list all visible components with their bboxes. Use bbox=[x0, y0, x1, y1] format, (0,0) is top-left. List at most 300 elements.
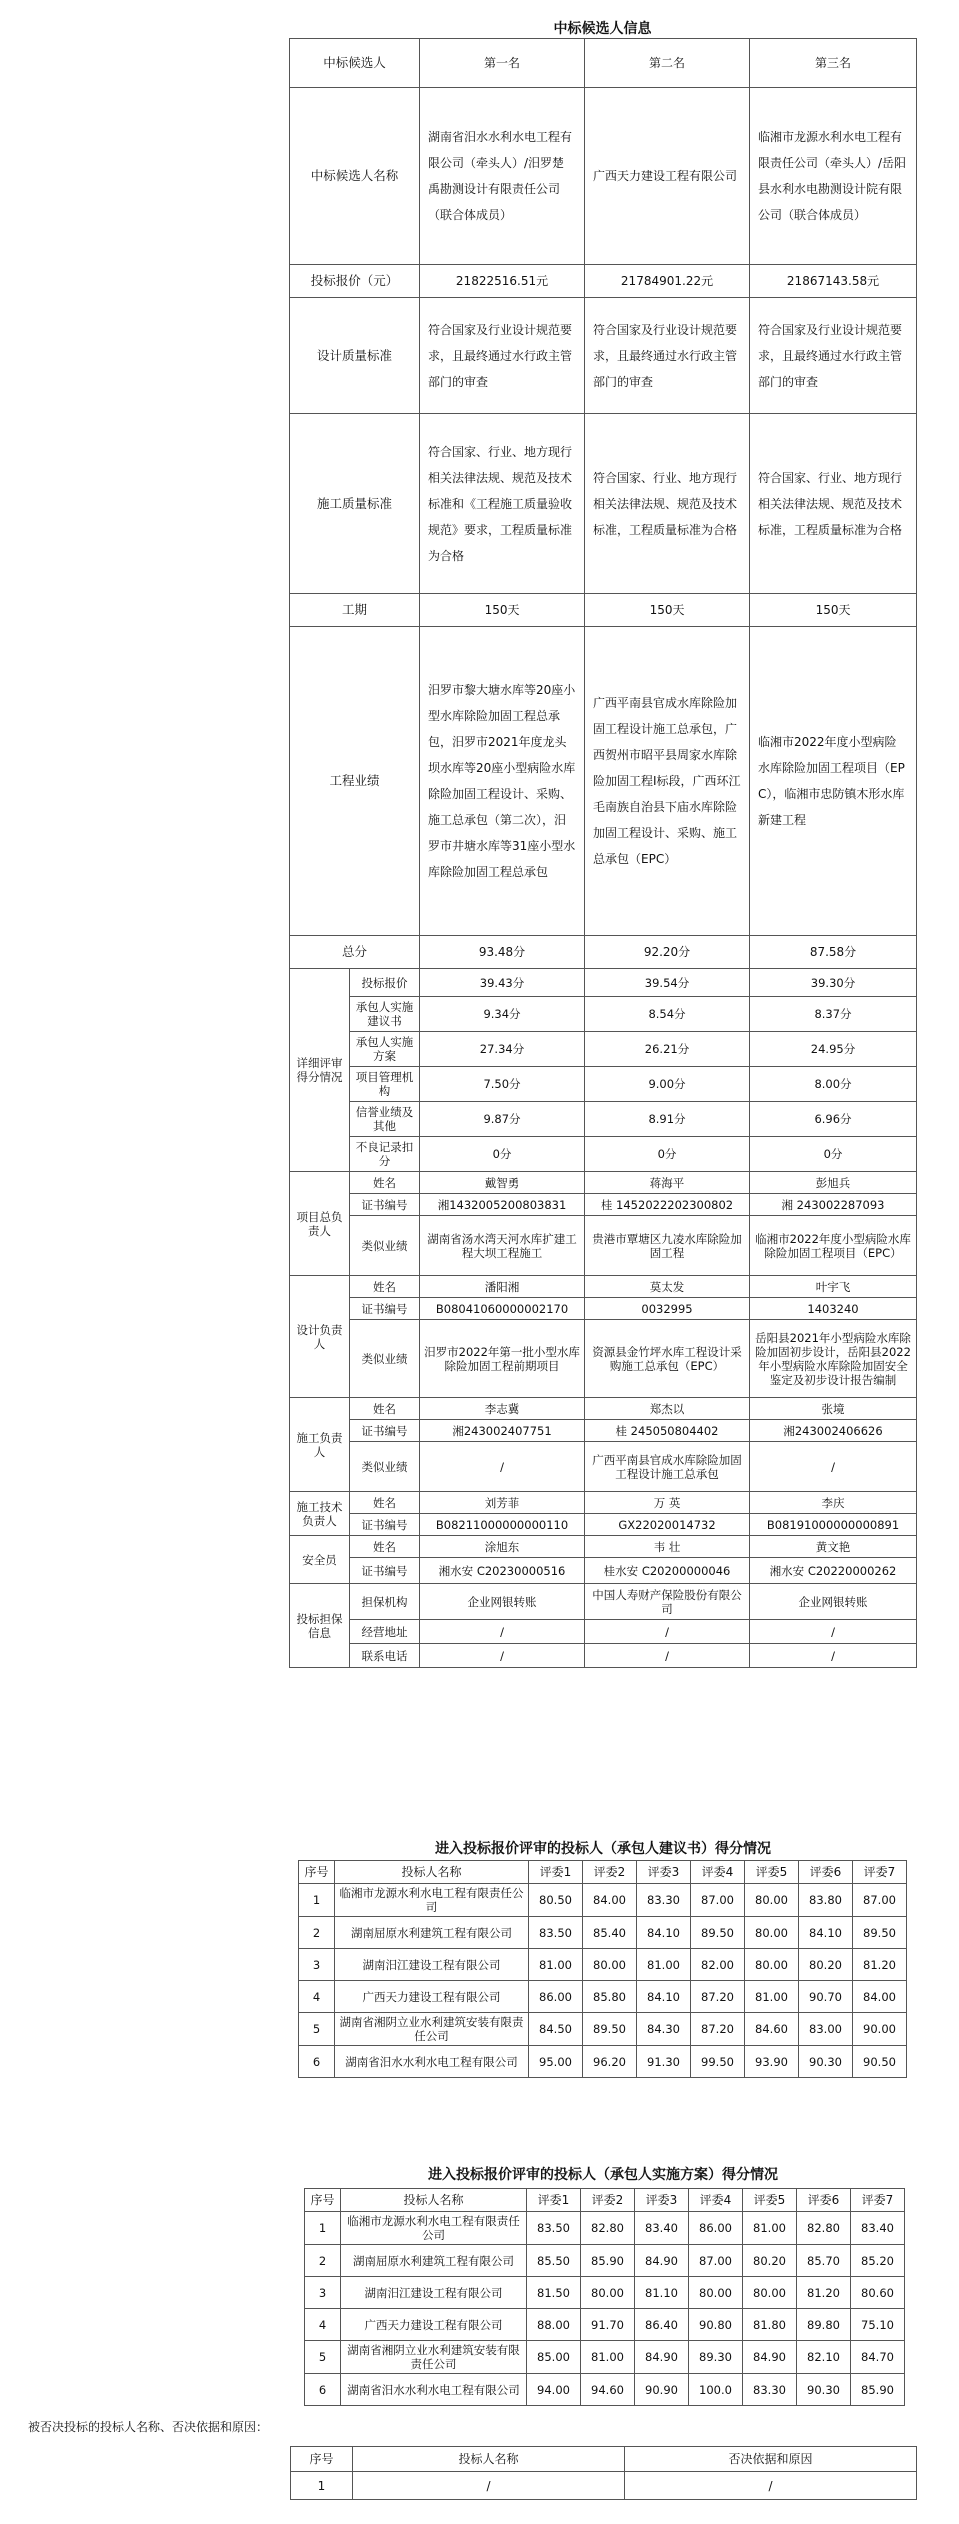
table-cell: 80.00 bbox=[743, 2277, 797, 2309]
field-value: 湘水安 C20230000516 bbox=[420, 1558, 585, 1584]
guarantee-address-row bbox=[290, 1620, 917, 1644]
table-cell: 96.20 bbox=[583, 2046, 637, 2078]
table-cell: 82.00 bbox=[691, 1949, 745, 1981]
field-value: 张境 bbox=[750, 1398, 917, 1420]
table-cell: 84.60 bbox=[745, 2013, 799, 2046]
detail-group-label: 详细评审得分情况 bbox=[290, 969, 350, 1172]
table-cell: 89.50 bbox=[853, 1917, 907, 1949]
field-value: / bbox=[585, 1644, 750, 1668]
detail-label: 信誉业绩及其他 bbox=[350, 1102, 420, 1137]
score1-title: 进入投标报价评审的投标人（承包人建议书）得分情况 bbox=[435, 1841, 771, 1857]
column-header: 评委2 bbox=[583, 1861, 637, 1884]
table-cell: 84.30 bbox=[637, 2013, 691, 2046]
tech-group-label: 施工技术负责人 bbox=[290, 1492, 350, 1536]
row-label: 总分 bbox=[290, 936, 420, 969]
table-row bbox=[305, 2341, 905, 2374]
detail-row bbox=[290, 1102, 917, 1137]
table-cell: 85.00 bbox=[527, 2341, 581, 2374]
table-cell: 85.40 bbox=[583, 1917, 637, 1949]
guarantee-org-row bbox=[290, 1584, 917, 1620]
column-header: 序号 bbox=[305, 2189, 341, 2212]
field-label: 姓名 bbox=[350, 1536, 420, 1558]
field-value: 桂 1452022202300802 bbox=[585, 1194, 750, 1216]
table-cell: 89.80 bbox=[797, 2309, 851, 2341]
field-value: 李志冀 bbox=[420, 1398, 585, 1420]
table-cell: 91.70 bbox=[581, 2309, 635, 2341]
main-title: 中标候选人信息 bbox=[553, 21, 652, 37]
detail-label: 承包人实施建议书 bbox=[350, 997, 420, 1032]
table-cell: 81.20 bbox=[797, 2277, 851, 2309]
field-label: 类似业绩 bbox=[350, 1216, 420, 1276]
table-cell: 84.10 bbox=[637, 1917, 691, 1949]
bidder-name-cell: 广西天力建设工程有限公司 bbox=[341, 2309, 527, 2341]
field-label: 联系电话 bbox=[350, 1644, 420, 1668]
table-cell: 81.50 bbox=[527, 2277, 581, 2309]
pm-perf-row bbox=[290, 1216, 917, 1276]
detail-value: 9.00分 bbox=[585, 1067, 750, 1102]
column-header: 评委6 bbox=[797, 2189, 851, 2212]
table-cell: 83.80 bbox=[799, 1884, 853, 1917]
table-cell: 5 bbox=[299, 2013, 335, 2046]
detail-value: 39.30分 bbox=[750, 969, 917, 997]
safety-group-label: 安全员 bbox=[290, 1536, 350, 1584]
construction-quality-row bbox=[290, 414, 917, 594]
field-value: 1403240 bbox=[750, 1298, 917, 1320]
table-cell: 90.80 bbox=[689, 2309, 743, 2341]
detail-value: 8.37分 bbox=[750, 997, 917, 1032]
construct-2: 符合国家、行业、地方现行相关法律法规、规范及技术标准，工程质量标准为合格 bbox=[585, 414, 750, 594]
detail-value: 7.50分 bbox=[420, 1067, 585, 1102]
field-value: 桂 245050804402 bbox=[585, 1420, 750, 1442]
table-cell: 89.30 bbox=[689, 2341, 743, 2374]
table-cell: 80.00 bbox=[583, 1949, 637, 1981]
table-cell: 86.00 bbox=[689, 2212, 743, 2245]
field-value: 郑杰以 bbox=[585, 1398, 750, 1420]
builder-name-row bbox=[290, 1398, 917, 1420]
table-row bbox=[305, 2309, 905, 2341]
table-cell: 94.60 bbox=[581, 2374, 635, 2406]
table-cell: / bbox=[625, 2472, 917, 2500]
table-cell: 85.90 bbox=[581, 2245, 635, 2277]
bidder-name-cell: 湖南汨江建设工程有限公司 bbox=[335, 1949, 529, 1981]
rank-2-header: 第二名 bbox=[585, 39, 750, 88]
field-value: 彭旭兵 bbox=[750, 1172, 917, 1194]
table-cell: 85.80 bbox=[583, 1981, 637, 2013]
tech-name-row bbox=[290, 1492, 917, 1514]
price-1: 21822516.51元 bbox=[420, 265, 585, 298]
perf-3: 临湘市2022年度小型病险水库除险加固工程项目（EPC），临湘市忠防镇木形水库新建工程 bbox=[750, 627, 917, 936]
field-value: 临湘市2022年度小型病险水库除险加固工程项目（EPC） bbox=[750, 1216, 917, 1276]
column-header: 序号 bbox=[291, 2447, 353, 2472]
field-value: 企业网银转账 bbox=[420, 1584, 585, 1620]
table-cell: 90.90 bbox=[635, 2374, 689, 2406]
guarantee-group-label: 投标担保信息 bbox=[290, 1584, 350, 1668]
bidder-name-cell: 临湘市龙源水利水电工程有限责任公司 bbox=[341, 2212, 527, 2245]
table-cell: 1 bbox=[305, 2212, 341, 2245]
detail-row bbox=[290, 1032, 917, 1067]
table-cell: 85.20 bbox=[851, 2245, 905, 2277]
field-value: 汨罗市2022年第一批小型水库除险加固工程前期项目 bbox=[420, 1320, 585, 1398]
table-cell: 90.70 bbox=[799, 1981, 853, 2013]
period-3: 150天 bbox=[750, 594, 917, 627]
table-cell: 84.90 bbox=[743, 2341, 797, 2374]
bidder-name-cell: 湖南汨江建设工程有限公司 bbox=[341, 2277, 527, 2309]
pm-group-label: 项目总负责人 bbox=[290, 1172, 350, 1276]
table-cell: 90.00 bbox=[853, 2013, 907, 2046]
table-cell: 2 bbox=[299, 1917, 335, 1949]
designer-perf-row bbox=[290, 1320, 917, 1398]
table-cell: 5 bbox=[305, 2341, 341, 2374]
table-row bbox=[299, 1917, 907, 1949]
candidate-3-name: 临湘市龙源水利水电工程有限责任公司（牵头人）/岳阳县水利水电勘测设计院有限公司（联合体成员） bbox=[750, 88, 917, 265]
column-header: 评委2 bbox=[581, 2189, 635, 2212]
row-label: 工期 bbox=[290, 594, 420, 627]
table-cell: 89.50 bbox=[583, 2013, 637, 2046]
table-cell: 84.00 bbox=[853, 1981, 907, 2013]
field-value: 万 英 bbox=[585, 1492, 750, 1514]
bidder-name-cell: 湖南省湘阴立业水利建筑安装有限责任公司 bbox=[335, 2013, 529, 2046]
designer-cert-row bbox=[290, 1298, 917, 1320]
total-1: 93.48分 bbox=[420, 936, 585, 969]
table-cell: 1 bbox=[291, 2472, 353, 2500]
table-cell: 75.10 bbox=[851, 2309, 905, 2341]
table-row bbox=[305, 2245, 905, 2277]
table-cell: 85.50 bbox=[527, 2245, 581, 2277]
candidate-2-name: 广西天力建设工程有限公司 bbox=[585, 88, 750, 265]
table-cell: 83.40 bbox=[635, 2212, 689, 2245]
perf-2: 广西平南县官成水库除险加固工程设计施工总承包，广西贺州市昭平县周家水库除险加固工程Ⅰ标段，广西环江毛南族自治县下庙水库除险加固工程设计、采购、施工总承包（EPC） bbox=[585, 627, 750, 936]
column-header: 投标人名称 bbox=[335, 1861, 529, 1884]
bidder-name-cell: 湖南屈原水利建筑工程有限公司 bbox=[335, 1917, 529, 1949]
rank-1-header: 第一名 bbox=[420, 39, 585, 88]
field-value: 湘水安 C20220000262 bbox=[750, 1558, 917, 1584]
bidder-name-cell: 湖南省汨水水利水电工程有限公司 bbox=[335, 2046, 529, 2078]
column-header: 评委3 bbox=[637, 1861, 691, 1884]
table-cell: 87.20 bbox=[691, 2013, 745, 2046]
table-cell: 80.00 bbox=[745, 1917, 799, 1949]
table-cell: 80.00 bbox=[745, 1949, 799, 1981]
field-label: 经营地址 bbox=[350, 1620, 420, 1644]
field-value: 湖南省汤水湾天河水库扩建工程大坝工程施工 bbox=[420, 1216, 585, 1276]
field-value: 湘1432005200803831 bbox=[420, 1194, 585, 1216]
detail-value: 39.43分 bbox=[420, 969, 585, 997]
column-header: 评委5 bbox=[743, 2189, 797, 2212]
table-cell: 90.30 bbox=[797, 2374, 851, 2406]
field-value: 莫太发 bbox=[585, 1276, 750, 1298]
table-cell: 84.90 bbox=[635, 2341, 689, 2374]
field-label: 类似业绩 bbox=[350, 1320, 420, 1398]
column-header: 评委1 bbox=[529, 1861, 583, 1884]
score1-body bbox=[299, 1884, 907, 2078]
table-cell: 89.50 bbox=[691, 1917, 745, 1949]
table-cell: 85.90 bbox=[851, 2374, 905, 2406]
table-cell: 90.30 bbox=[799, 2046, 853, 2078]
header-row bbox=[290, 39, 917, 88]
table-cell: 80.50 bbox=[529, 1884, 583, 1917]
reject-note: 被否决投标的投标人名称、否决依据和原因： bbox=[28, 2420, 269, 2434]
table-row bbox=[305, 2277, 905, 2309]
table-cell: 87.20 bbox=[691, 1981, 745, 2013]
detail-row bbox=[290, 997, 917, 1032]
name-row bbox=[290, 88, 917, 265]
design-1: 符合国家及行业设计规范要求，且最终通过水行政主管部门的审查 bbox=[420, 298, 585, 414]
period-1: 150天 bbox=[420, 594, 585, 627]
table-cell: 1 bbox=[299, 1884, 335, 1917]
bidder-name-cell: / bbox=[353, 2472, 625, 2500]
field-value: 桂水安 C20200000046 bbox=[585, 1558, 750, 1584]
row-label: 工程业绩 bbox=[290, 627, 420, 936]
column-header: 评委7 bbox=[853, 1861, 907, 1884]
table-cell: 83.30 bbox=[743, 2374, 797, 2406]
score1-table bbox=[298, 1860, 907, 2078]
table-cell: 87.00 bbox=[853, 1884, 907, 1917]
reject-header-row bbox=[291, 2447, 917, 2472]
field-value: 叶宇飞 bbox=[750, 1276, 917, 1298]
period-row bbox=[290, 594, 917, 627]
field-label: 姓名 bbox=[350, 1398, 420, 1420]
field-value: 戴智勇 bbox=[420, 1172, 585, 1194]
table-row bbox=[305, 2374, 905, 2406]
table-cell: 81.00 bbox=[581, 2341, 635, 2374]
total-2: 92.20分 bbox=[585, 936, 750, 969]
total-row bbox=[290, 936, 917, 969]
bidder-name-cell: 湖南省湘阴立业水利建筑安装有限责任公司 bbox=[341, 2341, 527, 2374]
field-label: 证书编号 bbox=[350, 1558, 420, 1584]
field-label: 姓名 bbox=[350, 1172, 420, 1194]
field-value: B08041060000002170 bbox=[420, 1298, 585, 1320]
field-value: 中国人寿财产保险股份有限公司 bbox=[585, 1584, 750, 1620]
builder-cert-row bbox=[290, 1420, 917, 1442]
field-value: / bbox=[420, 1620, 585, 1644]
table-cell: 80.20 bbox=[743, 2245, 797, 2277]
field-value: 李庆 bbox=[750, 1492, 917, 1514]
table-cell: 86.00 bbox=[529, 1981, 583, 2013]
candidate-1-name: 湖南省汨水水利水电工程有限公司（牵头人）/汨罗楚禹勘测设计有限责任公司（联合体成员） bbox=[420, 88, 585, 265]
period-2: 150天 bbox=[585, 594, 750, 627]
table-cell: 81.00 bbox=[529, 1949, 583, 1981]
score1-header-row bbox=[299, 1861, 907, 1884]
table-cell: 86.40 bbox=[635, 2309, 689, 2341]
table-cell: 83.00 bbox=[799, 2013, 853, 2046]
table-cell: 83.50 bbox=[527, 2212, 581, 2245]
detail-value: 0分 bbox=[750, 1137, 917, 1172]
table-cell: 80.00 bbox=[581, 2277, 635, 2309]
table-cell: 85.70 bbox=[797, 2245, 851, 2277]
table-cell: 82.80 bbox=[797, 2212, 851, 2245]
field-value: 资源县金竹坪水库工程设计采购施工总承包（EPC） bbox=[585, 1320, 750, 1398]
row-label: 施工质量标准 bbox=[290, 414, 420, 594]
field-label: 证书编号 bbox=[350, 1194, 420, 1216]
table-row bbox=[299, 1949, 907, 1981]
table-cell: 91.30 bbox=[637, 2046, 691, 2078]
column-header: 评委4 bbox=[689, 2189, 743, 2212]
detail-label: 不良记录扣分 bbox=[350, 1137, 420, 1172]
field-value: / bbox=[750, 1620, 917, 1644]
detail-label: 承包人实施方案 bbox=[350, 1032, 420, 1067]
column-header: 序号 bbox=[299, 1861, 335, 1884]
table-cell: 4 bbox=[305, 2309, 341, 2341]
table-row bbox=[291, 2472, 917, 2500]
detail-row bbox=[290, 1067, 917, 1102]
column-header: 评委4 bbox=[691, 1861, 745, 1884]
field-value: GX22020014732 bbox=[585, 1514, 750, 1536]
reject-body bbox=[291, 2472, 917, 2500]
table-cell: 84.00 bbox=[583, 1884, 637, 1917]
field-value: 湘243002406626 bbox=[750, 1420, 917, 1442]
price-2: 21784901.22元 bbox=[585, 265, 750, 298]
column-header: 评委1 bbox=[527, 2189, 581, 2212]
table-cell: 6 bbox=[299, 2046, 335, 2078]
reject-table bbox=[290, 2446, 917, 2500]
table-row bbox=[299, 2013, 907, 2046]
field-value: / bbox=[420, 1442, 585, 1492]
table-row bbox=[299, 1981, 907, 2013]
guarantee-phone-row bbox=[290, 1644, 917, 1668]
table-cell: 80.00 bbox=[745, 1884, 799, 1917]
detail-value: 26.21分 bbox=[585, 1032, 750, 1067]
bidder-name-cell: 临湘市龙源水利水电工程有限责任公司 bbox=[335, 1884, 529, 1917]
table-cell: 80.60 bbox=[851, 2277, 905, 2309]
table-cell: 95.00 bbox=[529, 2046, 583, 2078]
table-cell: 83.40 bbox=[851, 2212, 905, 2245]
detail-value: 39.54分 bbox=[585, 969, 750, 997]
field-label: 姓名 bbox=[350, 1492, 420, 1514]
column-header: 否决依据和原因 bbox=[625, 2447, 917, 2472]
field-value: 蒋海平 bbox=[585, 1172, 750, 1194]
design-quality-row bbox=[290, 298, 917, 414]
bidder-name-cell: 广西天力建设工程有限公司 bbox=[335, 1981, 529, 2013]
construct-3: 符合国家、行业、地方现行相关法律法规、规范及技术标准，工程质量标准为合格 bbox=[750, 414, 917, 594]
table-row bbox=[305, 2212, 905, 2245]
field-value: / bbox=[750, 1644, 917, 1668]
score2-header-row bbox=[305, 2189, 905, 2212]
table-cell: 3 bbox=[299, 1949, 335, 1981]
field-value: 贵港市覃塘区九凌水库除险加固工程 bbox=[585, 1216, 750, 1276]
detail-value: 8.54分 bbox=[585, 997, 750, 1032]
table-cell: 81.00 bbox=[745, 1981, 799, 2013]
designer-group-label: 设计负责人 bbox=[290, 1276, 350, 1398]
table-cell: 90.50 bbox=[853, 2046, 907, 2078]
price-3: 21867143.58元 bbox=[750, 265, 917, 298]
field-value: / bbox=[585, 1620, 750, 1644]
detail-value: 9.34分 bbox=[420, 997, 585, 1032]
perf-1: 汨罗市黎大塘水库等20座小型水库除险加固工程总承包，汨罗市2021年度龙头坝水库等20座小型病险水库除险加固工程设计、采购、施工总承包（第二次），汨罗市井塘水库等31座小型水库除险加固工程总承包 bbox=[420, 627, 585, 936]
rank-3-header: 第三名 bbox=[750, 39, 917, 88]
field-label: 姓名 bbox=[350, 1276, 420, 1298]
score2-title: 进入投标报价评审的投标人（承包人实施方案）得分情况 bbox=[428, 2167, 778, 2183]
field-value: 刘芳菲 bbox=[420, 1492, 585, 1514]
field-value: / bbox=[750, 1442, 917, 1492]
detail-value: 24.95分 bbox=[750, 1032, 917, 1067]
table-cell: 2 bbox=[305, 2245, 341, 2277]
field-label: 证书编号 bbox=[350, 1514, 420, 1536]
field-label: 担保机构 bbox=[350, 1584, 420, 1620]
column-header: 评委6 bbox=[799, 1861, 853, 1884]
table-cell: 88.00 bbox=[527, 2309, 581, 2341]
performance-row bbox=[290, 627, 917, 936]
row-label: 设计质量标准 bbox=[290, 298, 420, 414]
table-cell: 83.50 bbox=[529, 1917, 583, 1949]
candidate-table bbox=[289, 38, 917, 1668]
table-cell: 6 bbox=[305, 2374, 341, 2406]
table-cell: 87.00 bbox=[691, 1884, 745, 1917]
field-value: B08211000000000110 bbox=[420, 1514, 585, 1536]
table-cell: 82.10 bbox=[797, 2341, 851, 2374]
score2-body bbox=[305, 2212, 905, 2406]
table-cell: 81.80 bbox=[743, 2309, 797, 2341]
design-2: 符合国家及行业设计规范要求，且最终通过水行政主管部门的审查 bbox=[585, 298, 750, 414]
table-cell: 84.10 bbox=[799, 1917, 853, 1949]
table-cell: 94.00 bbox=[527, 2374, 581, 2406]
detail-value: 6.96分 bbox=[750, 1102, 917, 1137]
builder-perf-row bbox=[290, 1442, 917, 1492]
field-value: 黄文艳 bbox=[750, 1536, 917, 1558]
field-value: 广西平南县官成水库除险加固工程设计施工总承包 bbox=[585, 1442, 750, 1492]
field-value: 湘 243002287093 bbox=[750, 1194, 917, 1216]
table-cell: 80.00 bbox=[689, 2277, 743, 2309]
field-value: 涂旭东 bbox=[420, 1536, 585, 1558]
detail-row bbox=[290, 1137, 917, 1172]
table-row bbox=[299, 1884, 907, 1917]
table-cell: 4 bbox=[299, 1981, 335, 2013]
detail-value: 9.87分 bbox=[420, 1102, 585, 1137]
table-cell: 100.0 bbox=[689, 2374, 743, 2406]
detail-value: 27.34分 bbox=[420, 1032, 585, 1067]
header-label: 中标候选人 bbox=[290, 39, 420, 88]
field-value: / bbox=[420, 1644, 585, 1668]
field-label: 证书编号 bbox=[350, 1298, 420, 1320]
table-cell: 81.10 bbox=[635, 2277, 689, 2309]
field-label: 类似业绩 bbox=[350, 1442, 420, 1492]
detail-label: 投标报价 bbox=[350, 969, 420, 997]
field-value: 湘243002407751 bbox=[420, 1420, 585, 1442]
column-header: 评委3 bbox=[635, 2189, 689, 2212]
detail-value: 0分 bbox=[585, 1137, 750, 1172]
detail-value: 8.00分 bbox=[750, 1067, 917, 1102]
table-cell: 87.00 bbox=[689, 2245, 743, 2277]
table-cell: 81.20 bbox=[853, 1949, 907, 1981]
table-row bbox=[299, 2046, 907, 2078]
safety-cert-row bbox=[290, 1558, 917, 1584]
table-cell: 99.50 bbox=[691, 2046, 745, 2078]
column-header: 投标人名称 bbox=[341, 2189, 527, 2212]
safety-name-row bbox=[290, 1536, 917, 1558]
field-value: 0032995 bbox=[585, 1298, 750, 1320]
column-header: 评委5 bbox=[745, 1861, 799, 1884]
detail-value: 0分 bbox=[420, 1137, 585, 1172]
detail-label: 项目管理机构 bbox=[350, 1067, 420, 1102]
field-value: B08191000000000891 bbox=[750, 1514, 917, 1536]
table-cell: 84.10 bbox=[637, 1981, 691, 2013]
table-cell: 81.00 bbox=[637, 1949, 691, 1981]
column-header: 评委7 bbox=[851, 2189, 905, 2212]
field-value: 韦 壮 bbox=[585, 1536, 750, 1558]
tech-cert-row bbox=[290, 1514, 917, 1536]
table-cell: 83.30 bbox=[637, 1884, 691, 1917]
row-label: 投标报价（元） bbox=[290, 265, 420, 298]
total-3: 87.58分 bbox=[750, 936, 917, 969]
design-3: 符合国家及行业设计规范要求，且最终通过水行政主管部门的审查 bbox=[750, 298, 917, 414]
field-label: 证书编号 bbox=[350, 1420, 420, 1442]
builder-group-label: 施工负责人 bbox=[290, 1398, 350, 1492]
table-cell: 80.20 bbox=[799, 1949, 853, 1981]
field-value: 潘阳湘 bbox=[420, 1276, 585, 1298]
detail-row bbox=[290, 969, 917, 997]
table-cell: 81.00 bbox=[743, 2212, 797, 2245]
table-cell: 84.50 bbox=[529, 2013, 583, 2046]
row-label: 中标候选人名称 bbox=[290, 88, 420, 265]
price-row bbox=[290, 265, 917, 298]
